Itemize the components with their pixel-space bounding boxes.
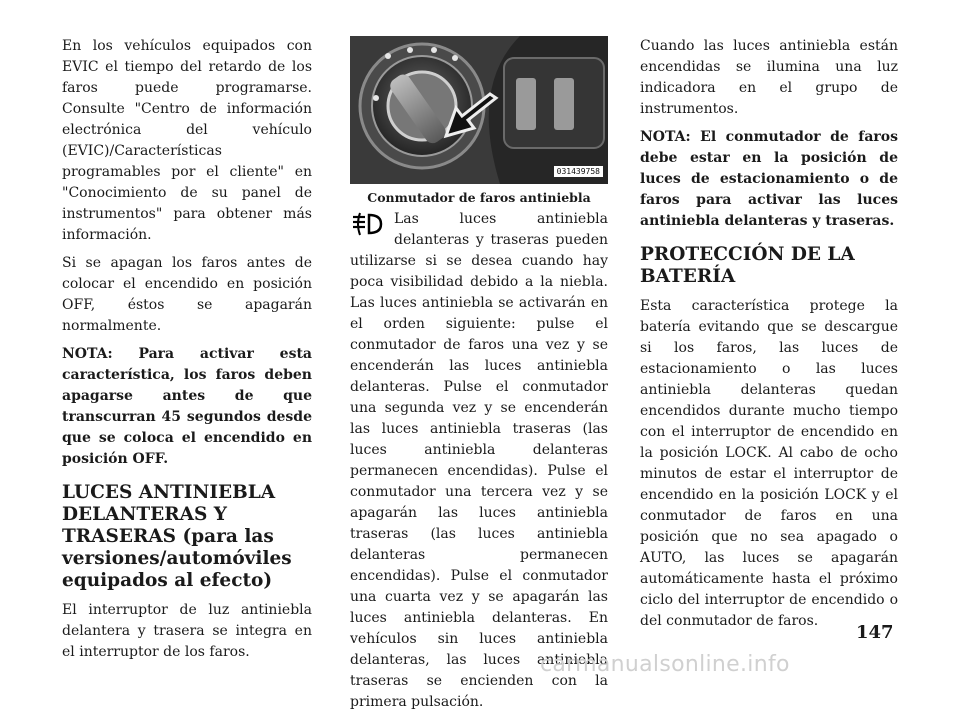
battery-protection-paragraph: Esta característica protege la batería evitando que se descargue si los faros, las luces de estacionamiento o las luces antiniebla delanteras quedan encendidos durante mucho tiempo con el interruptor de encendido en la posición LOCK. Al cabo de ocho minutos de estar el interruptor de encendido en la posición LOCK y el conmutador de faros en una posición que no sea apagado o AUTO, las luces se apagarán automáticamente hasta el próximo ciclo del interruptor de encendido o del conmutador de faros.	[640, 298, 898, 629]
battery-protection-heading: PROTECCIÓN DE LA BATERÍA	[640, 244, 855, 287]
note-switch-position: NOTA: El conmutador de faros debe estar en la posición de luces de estacionamiento o de faros para activar las luces antiniebla delanteras y traseras.	[640, 129, 898, 229]
headlamp-switch-illustration	[350, 36, 608, 184]
evic-paragraph: En los vehículos equipados con EVIC el tiempo del retardo de los faros puede programarse. Consulte "Centro de información electrónica del vehículo (EVIC)/Características programables por el cliente" en "Conocimiento de su panel de instrumentos" para obtener más información.	[62, 38, 312, 243]
front-fog-light-icon	[350, 211, 394, 247]
column-left	[62, 36, 312, 670]
note-45-seconds: NOTA: Para activar esta característica, los faros deben apagarse antes de que transcurran 45 segundos desde que se coloca el encendido en posición OFF.	[62, 346, 312, 467]
column-right	[640, 36, 898, 639]
watermark: carmanualsonline.info	[540, 652, 790, 677]
column-middle	[350, 36, 608, 720]
fog-lights-heading: LUCES ANTINIEBLA DELANTERAS Y TRASERAS (para las versiones/automóviles equipados al efecto)	[62, 482, 292, 591]
fog-usage-paragraph: Las luces antiniebla delanteras y traseras pueden utilizarse si se desea cuando hay poca visibilidad debido a la niebla. Las luces antiniebla se activarán en el orden siguiente: pulse el conmutador de faros una vez y se encenderán las luces antiniebla delanteras. Pulse el conmutador una segunda vez y se encenderán las luces antiniebla traseras (las luces antiniebla delanteras permanecen encendidas). Pulse el conmutador una tercera vez y se apagarán las luces antiniebla traseras (las luces antiniebla delanteras permanecen encendidas). Pulse el conmutador una cuarta vez y se apagarán las luces antiniebla delanteras. En vehículos sin luces antiniebla delanteras, las luces antiniebla traseras se encienden con la primera pulsación.	[350, 211, 608, 710]
photo-code: 031439758	[554, 166, 603, 177]
page-number: 147	[856, 622, 894, 643]
indicator-paragraph: Cuando las luces antiniebla están encendidas se ilumina una luz indicadora en el grupo de instrumentos.	[640, 38, 898, 117]
headlights-off-paragraph: Si se apagan los faros antes de colocar el encendido en posición OFF, éstos se apagarán normalmente.	[62, 255, 312, 334]
fog-switch-photo	[350, 36, 608, 184]
fog-switch-paragraph: El interruptor de luz antiniebla delantera y trasera se integra en el interruptor de los faros.	[62, 602, 312, 660]
photo-caption: Conmutador de faros antiniebla	[367, 190, 591, 205]
